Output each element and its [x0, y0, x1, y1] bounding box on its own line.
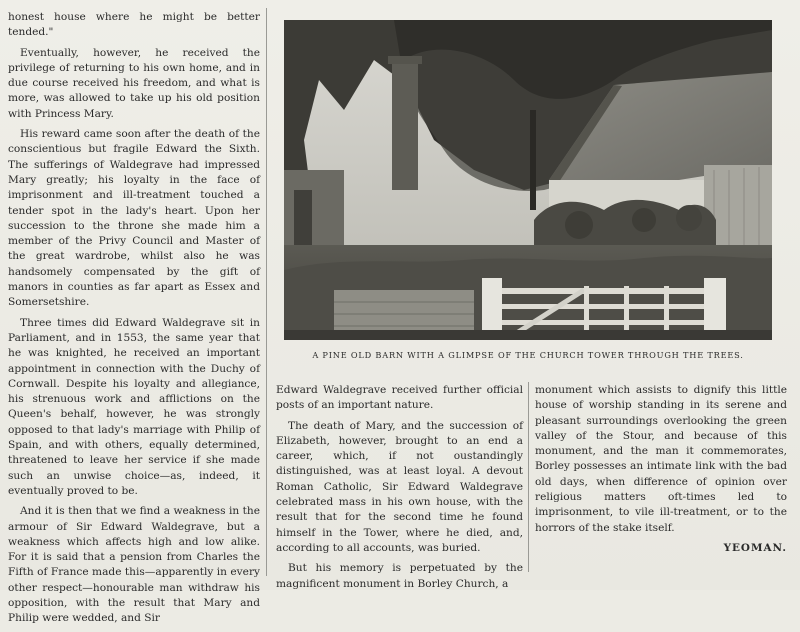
photo-caption: A PINE OLD BARN WITH A GLIMPSE OF THE CHURCH TOWER THROUGH THE TREES.: [312, 350, 744, 360]
author-signature: YEOMAN.: [723, 541, 787, 554]
paragraph: But his memory is perpetuated by the magnificent monument in Borley Church, a: [276, 562, 523, 590]
right-text-column: [535, 383, 787, 561]
left-text-column: [8, 10, 260, 632]
column-rule: [528, 382, 529, 572]
paragraph: Edward Waldegrave received further official posts of an important nature.: [276, 384, 523, 412]
paragraph: honest house where he might be better tended.": [8, 11, 260, 39]
paragraph: And it is then that we find a weakness in the armour of Sir Edward Waldegrave, but a weakness which affects high and low alike. For it is said that a pension from Charles the Fifth of France made this—apparently in every other respect—honourable man withdraw his opposition, with the result that Mary and Philip were wedded, and Sir: [8, 505, 260, 625]
barn-photograph: [284, 20, 772, 340]
paragraph: The death of Mary, and the succession of Elizabeth, however, brought to an end a career, which, if not oustandingly distinguished, was at least loyal. A devout Roman Catholic, Sir Edward Waldegrave celebrated mass in his own house, with the result that for the second time he found himself in the Tower, where he died, and, according to all accounts, was buried.: [276, 419, 523, 554]
paragraph: Eventually, however, he received the privilege of returning to his own home, and in due course received his freedom, and what is more, was allowed to take up his old position with Princess Mary.: [8, 46, 260, 120]
middle-text-column: [276, 383, 523, 597]
paragraph: His reward came soon after the death of the conscientious but fragile Edward the Sixth. The sufferings of Waldegrave had impressed Mary greatly; his loyalty in the face of imprisonment and ill-treatment touched a tender spot in the lady's heart. Upon her succession to the throne she made him a member of the Privy Council and Master of the great wardrobe, whilst also he was handsomely compensated by the gift of manors in counties as far apart as Essex and Somersetshire.: [8, 128, 260, 309]
column-rule: [266, 8, 267, 576]
paragraph: monument which assists to dignify this little house of worship standing in its serene and pleasant surroundings overlooking the green valley of the Stour, and because of this monument, and the man it commemorates, Borley possesses an intimate link with the bad old days, when difference of opinion over religious matters oft-times led to imprisonment, to vile ill-treatment, or to the horrors of the stake itself.: [535, 384, 787, 534]
paragraph: Three times did Edward Waldegrave sit in Parliament, and in 1553, the same year that he was knighted, he received an important appointment in connection with the Duchy of Cornwall. Despite his loyalty and allegiance, his strenuous work and afflictions on the Queen's behalf, however, he was strongly opposed to that lady's marriage with Philip of Spain, and with others, equally determined, threatened to leave her service if she made such an unwise choice—as, indeed, it eventually proved to be.: [8, 316, 260, 497]
